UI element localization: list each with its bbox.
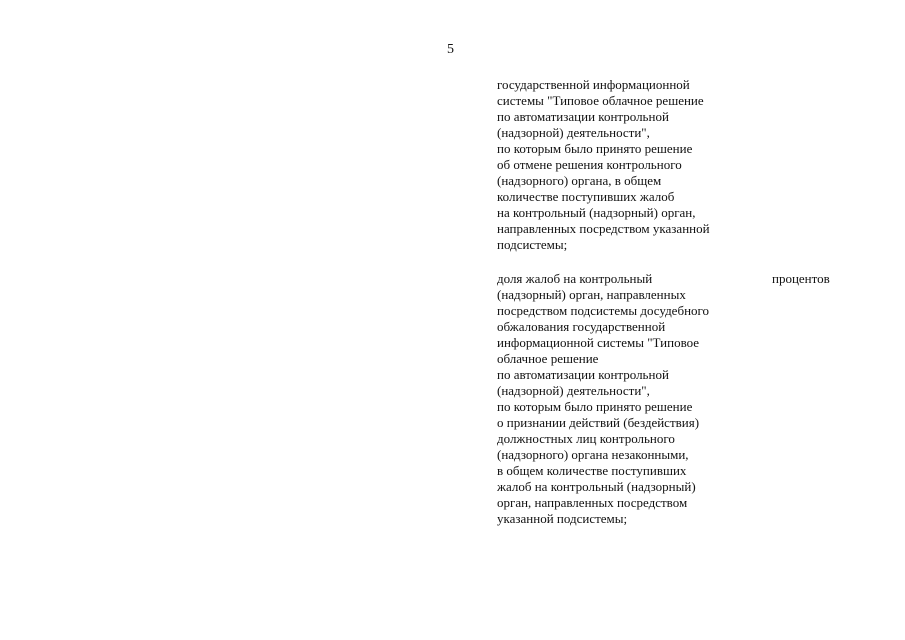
text-line: в общем количестве поступивших: [497, 463, 687, 478]
text-line: информационной системы "Типовое: [497, 335, 700, 350]
unit-of-measure: процентов: [772, 271, 830, 286]
text-line: жалоб на контрольный (надзорный): [497, 479, 696, 494]
text-line: (надзорного) органа, в общем: [497, 173, 662, 188]
indicator-description-1: [497, 77, 710, 253]
text-line: государственной информационной: [497, 77, 690, 92]
indicator-description-2: [497, 271, 709, 527]
text-line: на контрольный (надзорный) орган,: [497, 205, 696, 220]
text-line: указанной подсистемы;: [497, 511, 628, 526]
text-line: направленных посредством указанной: [497, 221, 710, 236]
text-line: системы "Типовое облачное решение: [497, 93, 704, 108]
text-line: облачное решение: [497, 351, 599, 366]
text-line: (надзорного) органа незаконными,: [497, 447, 689, 462]
text-line: (надзорной) деятельности",: [497, 125, 650, 140]
text-line: по которым было принято решение: [497, 141, 693, 156]
text-line: (надзорной) деятельности",: [497, 383, 650, 398]
text-line: по автоматизации контрольной: [497, 109, 669, 124]
text-line: по автоматизации контрольной: [497, 367, 669, 382]
text-line: количестве поступивших жалоб: [497, 189, 675, 204]
text-line: о признании действий (бездействия): [497, 415, 700, 430]
text-line: посредством подсистемы досудебного: [497, 303, 710, 318]
text-line: об отмене решения контрольного: [497, 157, 682, 172]
text-line: доля жалоб на контрольный: [497, 271, 653, 286]
text-line: подсистемы;: [497, 237, 568, 252]
text-line: по которым было принято решение: [497, 399, 693, 414]
text-line: обжалования государственной: [497, 319, 666, 334]
text-line: орган, направленных посредством: [497, 495, 688, 510]
text-line: (надзорный) орган, направленных: [497, 287, 686, 302]
text-line: должностных лиц контрольного: [497, 431, 675, 446]
page-number: 5: [447, 42, 454, 57]
